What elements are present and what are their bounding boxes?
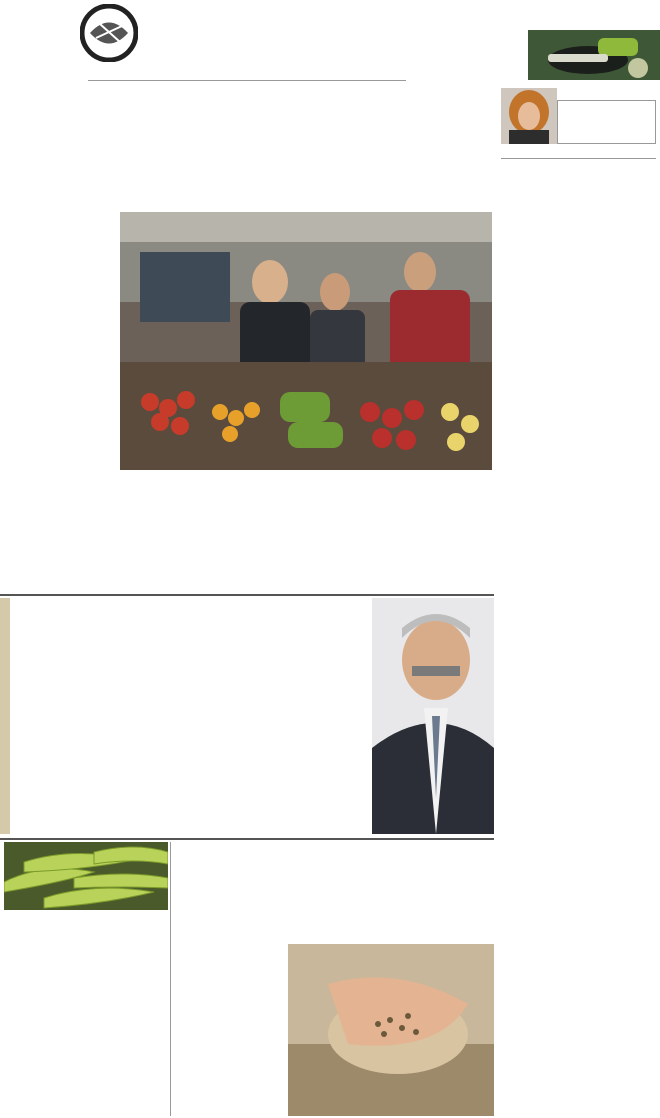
columnist-avatar: [501, 88, 557, 144]
pepper-photo: [4, 842, 168, 910]
agri-column-1: [174, 880, 284, 1116]
energy-column-2: [134, 694, 252, 822]
energy-speaker-photo: [372, 598, 494, 834]
energy-column-3: [254, 694, 370, 828]
columnist-name-box: [557, 100, 656, 144]
main-column-2: [120, 471, 238, 591]
main-column-1: [4, 212, 116, 588]
agri-seed-photo: [288, 944, 494, 1116]
columnist-box: [497, 84, 660, 1118]
columnist-body: [501, 248, 657, 1108]
fuel-body: [404, 30, 522, 78]
main-column-3: [243, 471, 363, 591]
agri-divider: [170, 842, 171, 1116]
market-photo: [120, 212, 492, 470]
agri-column-3: [396, 876, 492, 942]
fuel-news: [410, 0, 660, 82]
masthead-rule: [88, 80, 406, 81]
fuel-pump-photo: [528, 30, 660, 80]
bottom-rule: [0, 838, 494, 840]
columnist-email[interactable]: [501, 156, 656, 159]
energy-rule: [0, 594, 494, 596]
energy-column-1: [14, 694, 132, 822]
logo-globe-icon: [80, 4, 138, 62]
pepper-body: [4, 978, 168, 1116]
main-column-4: [368, 466, 492, 592]
agri-column-2: [288, 880, 392, 940]
energy-sidebar-image: [0, 598, 10, 834]
